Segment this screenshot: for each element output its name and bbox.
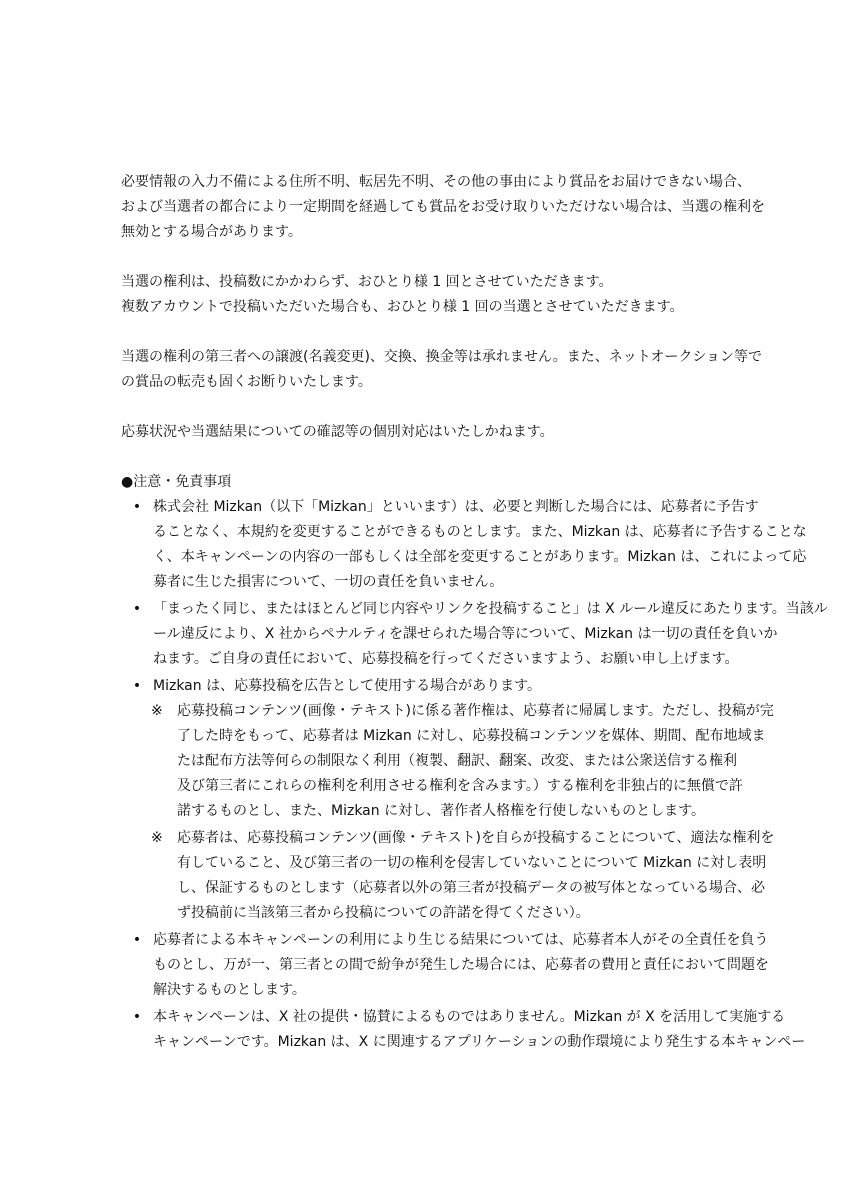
text-line: く、本キャンペーンの内容の一部もしくは全部を変更することがあります。Mizkan は、これによって応: [153, 549, 807, 565]
list-item: [121, 597, 828, 672]
bullet-icon: •: [132, 499, 142, 515]
text-line: Mizkan は、応募投稿を広告として使用する場合があります。: [153, 678, 541, 694]
bullet-icon: •: [132, 678, 142, 694]
text-line: ねます。ご自身の責任において、応募投稿を行ってくださいますよう、お願い申し上げます。: [153, 651, 739, 667]
text-line: 必要情報の入力不備による住所不明、転居先不明、その他の事由により賞品をお届けできない場合、: [121, 174, 751, 190]
list-item: [121, 674, 775, 926]
text-line: 株式会社 Mizkan（以下「Mizkan」といいます）は、必要と判断した場合には、応募者に予告す: [153, 499, 759, 515]
text-line: し、保証するものとします（応募者以外の第三者が投稿データの被写体となっている場合、必: [177, 880, 765, 896]
paragraph-no-inquiries: [121, 420, 731, 445]
text-line: の賞品の転売も固くお断りいたします。: [121, 374, 372, 390]
disclaimer-list: [121, 495, 828, 1055]
paragraph-no-transfer: [121, 345, 763, 395]
text-line: 複数アカウントで投稿いただいた場合も、おひとり様 1 回の当選とさせていただきます。: [121, 299, 684, 315]
text-line: 諾するものとし、また、Mizkan に対し、著作者人格権を行使しないものとします。: [177, 803, 705, 819]
text-line: および当選者の都合により一定期間を経過しても賞品をお受け取りいただけない場合は、当選の権利を: [121, 199, 765, 215]
document-body: [121, 170, 828, 1057]
text-line: ることなく、本規約を変更することができるものとします。また、Mizkan は、応募者に予告することな: [153, 524, 807, 540]
text-line: 本キャンペーンは、X 社の提供・協賛によるものではありません。Mizkan が X を活用して実施する: [153, 1009, 786, 1025]
text-line: 募者に生じた損害について、一切の責任を負いません。: [153, 574, 504, 590]
text-line: 当選の権利の第三者への譲渡(名義変更)、交換、換金等は承れません。また、ネットオークション等で: [121, 349, 763, 365]
text-line: 解決するものとします。: [153, 982, 306, 998]
text-line: ものとし、万が一、第三者との間で紛争が発生した場合には、応募者の費用と責任において問題を: [153, 957, 769, 973]
text-line: 無効とする場合があります。: [121, 224, 302, 240]
list-item: [121, 928, 769, 1003]
text-line: 応募状況や当選結果についての確認等の個別対応はいたしかねます。: [121, 424, 554, 440]
bullet-icon: •: [132, 932, 142, 948]
text-line: 了した時をもって、応募者は Mizkan に対し、応募投稿コンテンツを媒体、期間、配布地域ま: [177, 728, 766, 744]
text-line: 及び第三者にこれらの権利を利用させる権利を含みます。）する権利を非独占的に無償で許: [177, 778, 743, 794]
text-line: ず投稿前に当該第三者から投稿についての許諾を得てください）。: [177, 905, 590, 921]
note-item: [121, 826, 775, 926]
text-line: 応募者による本キャンペーンの利用により生じる結果については、応募者本人がその全責任を負う: [153, 932, 769, 948]
text-line: 当選の権利は、投稿数にかかわらず、おひとり様 1 回とさせていただきます。: [121, 274, 613, 290]
text-line: 「まったく同じ、またはほとんど同じ内容やリンクを投稿すること」は X ルール違反にあたります。当該ル: [153, 601, 828, 617]
note-mark-icon: ※: [151, 830, 163, 846]
paragraph-one-win-limit: [121, 270, 731, 320]
paragraph-prize-invalid: [121, 170, 765, 245]
text-line: 応募投稿コンテンツ(画像・テキスト)に係る著作権は、応募者に帰属します。ただし、投稿が完: [177, 703, 774, 719]
list-item: [121, 495, 807, 595]
section-heading-disclaimer: ●注意・免責事項: [121, 474, 232, 490]
text-line: キャンペーンです。Mizkan は、X に関連するアプリケーションの動作環境により発生する本キャンペー: [153, 1034, 806, 1050]
text-line: 有していること、及び第三者の一切の権利を侵害していないことについて Mizkan に対し表明: [177, 855, 767, 871]
bullet-icon: •: [132, 1009, 142, 1025]
bullet-icon: •: [132, 601, 142, 617]
note-mark-icon: ※: [151, 703, 163, 719]
note-item: [121, 699, 774, 824]
text-line: たは配布方法等何らの制限なく利用（複製、翻訳、翻案、改変、または公衆送信する権利: [177, 753, 737, 769]
text-line: 応募者は、応募投稿コンテンツ(画像・テキスト)を自らが投稿することについて、適法な権利を: [177, 830, 775, 846]
text-line: ール違反により、X 社からペナルティを課せられた場合等について、Mizkan は一切の責任を負いか: [153, 626, 778, 642]
list-item: [121, 1005, 806, 1055]
